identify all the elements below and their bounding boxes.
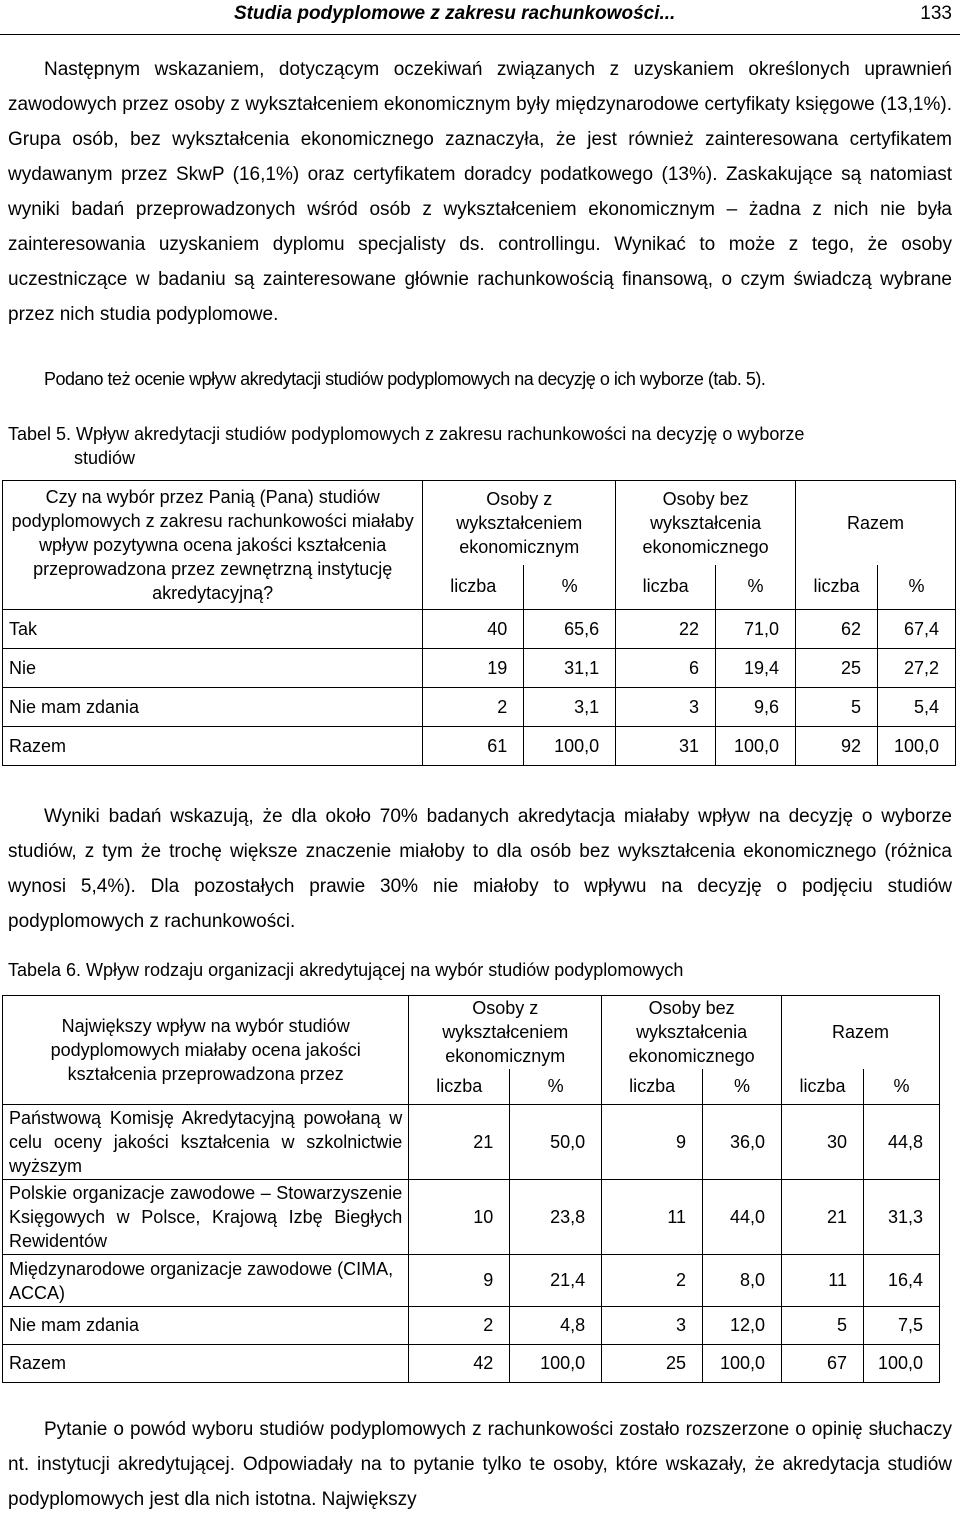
cell-value: 67 bbox=[782, 1345, 864, 1383]
page-number: 133 bbox=[920, 3, 952, 24]
cell-value: 50,0 bbox=[510, 1105, 602, 1180]
cell-value: 5 bbox=[782, 1307, 864, 1345]
cell-value: 6 bbox=[616, 649, 716, 688]
table-6-group-header: Razem bbox=[782, 996, 940, 1069]
table-5-group-header: Osoby z wykształceniem ekonomicznym bbox=[423, 481, 616, 565]
table-row bbox=[3, 727, 956, 766]
cell-value: 40 bbox=[423, 610, 524, 649]
table-6 bbox=[2, 995, 940, 1383]
cell-value: 92 bbox=[796, 727, 878, 766]
table-5-question-header: Czy na wybór przez Panią (Pana) studiów podyplomowych z zakresu rachunkowości miałaby wpływ pozytywna ocena jakości kształcenia przeprowadzona przez zewnętrzną instytucję akredytacyjną? bbox=[3, 481, 423, 610]
row-label: Tak bbox=[3, 610, 423, 649]
row-label: Polskie organizacje zawodowe – Stowarzyszenie Księgowych w Polsce, Krajową Izbę Biegłych Rewidentów bbox=[3, 1180, 409, 1255]
cell-value: 8,0 bbox=[703, 1255, 782, 1307]
cell-value: 100,0 bbox=[524, 727, 616, 766]
table-6-question-header: Największy wpływ na wybór studiów podyplomowych miałaby ocena jakości kształcenia przeprowadzona przez bbox=[3, 996, 409, 1105]
cell-value: 9 bbox=[602, 1105, 703, 1180]
table-row bbox=[3, 1307, 940, 1345]
cell-value: 100,0 bbox=[877, 727, 955, 766]
table-6-sub-header: liczba bbox=[782, 1069, 864, 1105]
row-label: Razem bbox=[3, 727, 423, 766]
cell-value: 2 bbox=[602, 1255, 703, 1307]
table-row bbox=[3, 1180, 940, 1255]
table-5-caption-line-1: Tabel 5. Wpływ akredytacji studiów podyplomowych z zakresu rachunkowości na decyzję o wyborze bbox=[8, 424, 805, 444]
row-label: Nie bbox=[3, 649, 423, 688]
cell-value: 67,4 bbox=[877, 610, 955, 649]
table-5-sub-header: % bbox=[877, 565, 955, 610]
cell-value: 30 bbox=[782, 1105, 864, 1180]
cell-value: 100,0 bbox=[716, 727, 796, 766]
cell-value: 3 bbox=[616, 688, 716, 727]
cell-value: 10 bbox=[409, 1180, 510, 1255]
page-header bbox=[0, 0, 960, 35]
table-5-group-header: Osoby bez wykształcenia ekonomicznego bbox=[616, 481, 796, 565]
paragraph-1: Następnym wskazaniem, dotyczącym oczekiwań związanych z uzyskaniem określonych uprawnień zawodowych przez osoby z wykształceniem ekonomicznym były międzynarodowe certyfikaty księgowe (13,1%). Grupa osób, bez wykształcenia ekonomicznego zaznaczyła, że jest również zainteresowana certyfikatem wydawanym przez SkwP (16,1%) oraz certyfikatem doradcy podatkowego (13%). Zaskakujące są natomiast wyniki badań przeprowadzonych wśród osób z wykształceniem ekonomicznym – żadna z nich nie była zainteresowania uzyskaniem dyplomu specjalisty ds. controllingu. Wynikać to może z tego, że osoby uczestniczące w badaniu są zainteresowane głównie rachunkowością finansową, o czym świadczą wybrane przez nich studia podyplomowe. bbox=[8, 59, 952, 325]
cell-value: 27,2 bbox=[877, 649, 955, 688]
table-5-sub-header: % bbox=[524, 565, 616, 610]
cell-value: 23,8 bbox=[510, 1180, 602, 1255]
row-label: Nie mam zdania bbox=[3, 1307, 409, 1345]
cell-value: 65,6 bbox=[524, 610, 616, 649]
table-6-sub-header: % bbox=[703, 1069, 782, 1105]
table-row bbox=[3, 1105, 940, 1180]
cell-value: 9 bbox=[409, 1255, 510, 1307]
paragraph-2: Wyniki badań wskazują, że dla około 70% badanych akredytacja miałaby wpływ na decyzję o wyborze studiów, z tym że trochę większe znaczenie miałoby to dla osób bez wykształcenia ekonomicznego (różnica wynosi 5,4%). Dla pozostałych prawie 30% nie miałoby to wpływu na decyzję o podjęciu studiów podyplomowych z rachunkowości. bbox=[8, 806, 952, 932]
cell-value: 12,0 bbox=[703, 1307, 782, 1345]
cell-value: 44,8 bbox=[863, 1105, 939, 1180]
table-5-intro-note: Podano też ocenie wpływ akredytacji studiów podyplomowych na decyzję o ich wyborze (tab. 5). bbox=[44, 369, 766, 389]
row-label: Międzynarodowe organizacje zawodowe (CIMA, ACCA) bbox=[3, 1255, 409, 1307]
cell-value: 31 bbox=[616, 727, 716, 766]
cell-value: 7,5 bbox=[863, 1307, 939, 1345]
table-row bbox=[3, 649, 956, 688]
cell-value: 5 bbox=[796, 688, 878, 727]
cell-value: 44,0 bbox=[703, 1180, 782, 1255]
cell-value: 19 bbox=[423, 649, 524, 688]
cell-value: 22 bbox=[616, 610, 716, 649]
cell-value: 31,1 bbox=[524, 649, 616, 688]
cell-value: 71,0 bbox=[716, 610, 796, 649]
row-label: Razem bbox=[3, 1345, 409, 1383]
cell-value: 4,8 bbox=[510, 1307, 602, 1345]
paragraph-3: Pytanie o powód wyboru studiów podyplomowych z rachunkowości zostało rozszerzone o opinię słuchaczy nt. instytucji akredytującej. Odpowiadały na to pytanie tylko te osoby, które wskazały, że akredytacja studiów podyplomowych jest dla nich istotna. Największy bbox=[8, 1419, 952, 1510]
table-5-group-header: Razem bbox=[796, 481, 956, 565]
table-row bbox=[3, 688, 956, 727]
table-6-group-header: Osoby z wykształceniem ekonomicznym bbox=[409, 996, 602, 1069]
cell-value: 11 bbox=[602, 1180, 703, 1255]
table-row bbox=[3, 1345, 940, 1383]
table-5-sub-header: liczba bbox=[423, 565, 524, 610]
cell-value: 3,1 bbox=[524, 688, 616, 727]
table-5-caption-line-2: studiów bbox=[74, 448, 136, 468]
table-6-caption: Tabela 6. Wpływ rodzaju organizacji akredytującej na wybór studiów podyplomowych bbox=[8, 960, 684, 980]
cell-value: 19,4 bbox=[716, 649, 796, 688]
table-row bbox=[3, 1255, 940, 1307]
row-label: Nie mam zdania bbox=[3, 688, 423, 727]
cell-value: 21 bbox=[782, 1180, 864, 1255]
cell-value: 100,0 bbox=[863, 1345, 939, 1383]
table-6-sub-header: liczba bbox=[602, 1069, 703, 1105]
cell-value: 25 bbox=[796, 649, 878, 688]
table-6-sub-header: liczba bbox=[409, 1069, 510, 1105]
cell-value: 31,3 bbox=[863, 1180, 939, 1255]
cell-value: 2 bbox=[423, 688, 524, 727]
cell-value: 9,6 bbox=[716, 688, 796, 727]
table-5-sub-header: % bbox=[716, 565, 796, 610]
cell-value: 42 bbox=[409, 1345, 510, 1383]
cell-value: 3 bbox=[602, 1307, 703, 1345]
table-5 bbox=[2, 480, 956, 766]
cell-value: 100,0 bbox=[703, 1345, 782, 1383]
cell-value: 21 bbox=[409, 1105, 510, 1180]
table-5-caption bbox=[8, 422, 952, 470]
cell-value: 25 bbox=[602, 1345, 703, 1383]
cell-value: 11 bbox=[782, 1255, 864, 1307]
cell-value: 100,0 bbox=[510, 1345, 602, 1383]
cell-value: 61 bbox=[423, 727, 524, 766]
cell-value: 36,0 bbox=[703, 1105, 782, 1180]
cell-value: 5,4 bbox=[877, 688, 955, 727]
row-label: Państwową Komisję Akredytacyjną powołaną w celu oceny jakości kształcenia w szkolnictwie wyższym bbox=[3, 1105, 409, 1180]
table-row bbox=[3, 610, 956, 649]
cell-value: 2 bbox=[409, 1307, 510, 1345]
cell-value: 21,4 bbox=[510, 1255, 602, 1307]
table-5-sub-header: liczba bbox=[796, 565, 878, 610]
table-5-sub-header: liczba bbox=[616, 565, 716, 610]
table-6-group-header: Osoby bez wykształcenia ekonomicznego bbox=[602, 996, 782, 1069]
table-6-sub-header: % bbox=[510, 1069, 602, 1105]
cell-value: 16,4 bbox=[863, 1255, 939, 1307]
table-6-sub-header: % bbox=[863, 1069, 939, 1105]
running-title: Studia podyplomowe z zakresu rachunkowości... bbox=[234, 3, 676, 24]
cell-value: 62 bbox=[796, 610, 878, 649]
